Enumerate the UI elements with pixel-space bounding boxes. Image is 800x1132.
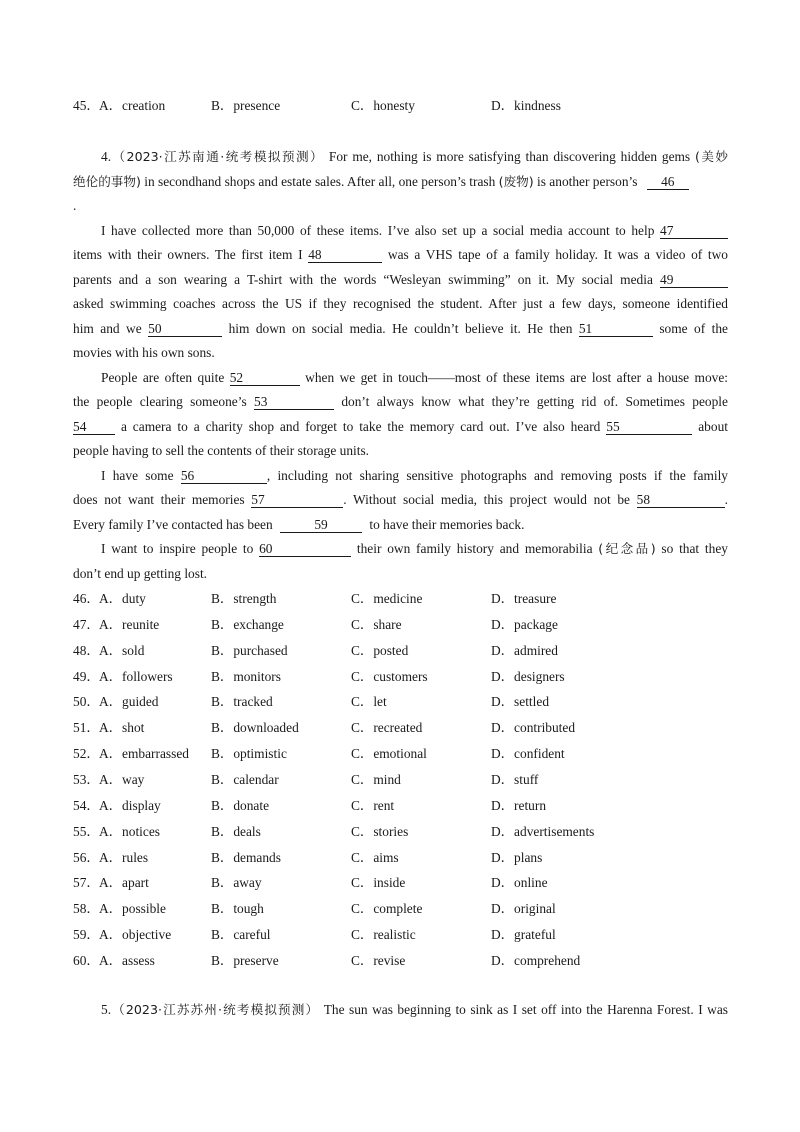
- option-b: B．deals: [211, 823, 261, 839]
- option-b: B．exchange: [211, 616, 284, 632]
- question-number: 49．: [73, 668, 100, 684]
- blank-47[interactable]: 47: [660, 224, 728, 239]
- option-d: D．package: [491, 616, 558, 632]
- blank-50[interactable]: 50: [148, 322, 222, 337]
- passage-number: 5.: [101, 1002, 112, 1017]
- option-a: A．duty: [99, 591, 146, 606]
- paragraph-2-line-3: parents and a son wearing a T-shirt with the words “Wesleyan swimming” on it. My social media 49: [73, 271, 728, 289]
- question-number: 51．: [73, 720, 100, 736]
- paragraph-2-line-1: I have collected more than 50,000 of these items. I’ve also set up a social media account to help 47: [101, 222, 728, 240]
- question-45-options: [73, 97, 713, 115]
- passage-source: （2023·江苏苏州·统考模拟预测）: [111, 1002, 320, 1017]
- paragraph-4-line-3: Every family I’ve contacted has been 59 to have their memories back.: [73, 517, 525, 532]
- option-a: A．creation: [99, 98, 166, 113]
- paragraph-3-line-1: People are often quite 52 when we get in touch——most of these items are lost after a house move:: [101, 370, 728, 385]
- option-d: D．original: [491, 901, 556, 917]
- option-c: C．mind: [351, 771, 401, 787]
- option-a: A．sold: [99, 642, 145, 658]
- option-b: B．donate: [211, 797, 270, 813]
- passage-source: （2023·江苏南通·统考模拟预测）: [111, 149, 325, 164]
- blank-59[interactable]: 59: [280, 518, 362, 533]
- option-b: B．away: [211, 875, 262, 891]
- question-number: 55．: [73, 823, 100, 839]
- paragraph-2-line-5: him and we 50 him down on social media. He couldn’t believe it. He then 51 some of the: [73, 321, 728, 336]
- passage-number: 4.: [101, 149, 112, 164]
- option-c: C．honesty: [351, 98, 415, 113]
- option-d: D．comprehend: [491, 952, 581, 968]
- option-a: A．embarrassed: [99, 746, 189, 762]
- question-number: 60．: [73, 952, 100, 968]
- option-b: B．downloaded: [211, 720, 299, 736]
- option-row: [73, 693, 713, 711]
- passage-5-line-1: 5.（2023·江苏苏州·统考模拟预测） The sun was beginning to sink as I set off into the Harenna Forest. I was: [101, 1002, 728, 1017]
- blank-49[interactable]: 49: [660, 273, 728, 288]
- blank-58[interactable]: 58: [637, 493, 725, 508]
- paragraph-3-line-3: 54 a camera to a charity shop and forget to take the memory card out. I’ve also heard 55 about: [73, 419, 728, 434]
- option-c: C．rent: [351, 797, 395, 813]
- option-d: D．admired: [491, 642, 558, 658]
- blank-54[interactable]: 54: [73, 420, 115, 435]
- option-b: B．presence: [211, 98, 281, 113]
- option-c: C．posted: [351, 642, 409, 658]
- paragraph-2-line-2: items with their owners. The first item I 48 was a VHS tape of a family holiday. It was a video of two: [73, 247, 728, 262]
- option-b: B．optimistic: [211, 746, 287, 762]
- option-row: [73, 926, 713, 944]
- option-a: A．apart: [99, 875, 149, 891]
- blank-55[interactable]: 55: [606, 420, 692, 435]
- option-b: B．careful: [211, 927, 271, 943]
- option-c: C．aims: [351, 849, 399, 865]
- option-b: B．tough: [211, 901, 264, 917]
- option-row: [73, 745, 713, 763]
- paragraph-4-line-1: I have some 56 , including not sharing sensitive photographs and removing posts if the family: [101, 468, 728, 483]
- option-row: [73, 616, 713, 634]
- question-number: 48．: [73, 642, 100, 658]
- blank-48[interactable]: 48: [308, 248, 382, 263]
- passage-4-line-1: 4.（2023·江苏南通·统考模拟预测） For me, nothing is more satisfying than discovering hidden gems (美妙: [101, 149, 728, 164]
- blank-53[interactable]: 53: [254, 395, 334, 410]
- option-d: D．designers: [491, 668, 565, 684]
- option-c: C．complete: [351, 901, 423, 917]
- option-row: [73, 719, 713, 737]
- option-c: C．realistic: [351, 927, 416, 943]
- option-row: [73, 874, 713, 892]
- option-d: D．kindness: [491, 98, 561, 113]
- blank-46[interactable]: 46: [647, 175, 689, 190]
- blank-60[interactable]: 60: [259, 542, 351, 557]
- option-c: C．stories: [351, 823, 409, 839]
- option-a: A．objective: [99, 927, 172, 943]
- paragraph-5-line-1: I want to inspire people to 60 their own family history and memorabilia (纪念品) so that they: [101, 541, 728, 556]
- option-b: B．demands: [211, 849, 281, 865]
- option-c: C．customers: [351, 668, 428, 684]
- option-c: C．share: [351, 616, 402, 632]
- option-d: D．stuff: [491, 771, 539, 787]
- option-row: [73, 952, 713, 970]
- option-row: [73, 590, 713, 608]
- option-a: A．notices: [99, 823, 160, 839]
- question-number: 59．: [73, 927, 100, 943]
- option-a: A．guided: [99, 694, 159, 710]
- option-a: A．possible: [99, 901, 166, 917]
- option-c: C．inside: [351, 875, 406, 891]
- paragraph-2-line-4: asked swimming coaches across the US if they recognised the student. After just a few days, someone identified: [73, 296, 728, 311]
- option-c: C．let: [351, 694, 387, 710]
- question-number: 53．: [73, 771, 100, 787]
- option-row: [73, 771, 713, 789]
- option-d: D．grateful: [491, 927, 556, 943]
- paragraph-4-line-2: does not want their memories 57 . Without social media, this project would not be 58 .: [73, 492, 728, 507]
- option-b: B．preserve: [211, 952, 279, 968]
- option-c: C．emotional: [351, 746, 427, 762]
- option-c: C．medicine: [351, 591, 423, 606]
- option-row: [73, 823, 713, 841]
- option-d: D．treasure: [491, 591, 557, 606]
- option-d: D．plans: [491, 849, 543, 865]
- question-number: 52．: [73, 746, 100, 762]
- blank-52[interactable]: 52: [230, 371, 300, 386]
- option-row: [73, 642, 713, 660]
- question-number: 54．: [73, 797, 100, 813]
- passage-4-line-3: .: [73, 198, 77, 213]
- option-b: B．monitors: [211, 668, 281, 684]
- option-row: [73, 797, 713, 815]
- question-number: 56．: [73, 849, 100, 865]
- paragraph-3-line-4: people having to sell the contents of their storage units.: [73, 443, 370, 458]
- passage-4-line-2: 绝伦的事物) in secondhand shops and estate sales. After all, one person’s trash (废物) is another person’s 46: [73, 173, 728, 191]
- option-row: [73, 849, 713, 867]
- option-d: D．return: [491, 797, 547, 813]
- question-number: 47．: [73, 616, 100, 632]
- option-a: A．shot: [99, 720, 145, 736]
- paragraph-2-line-6: movies with his own sons.: [73, 345, 215, 360]
- paragraph-3-line-2: the people clearing someone’s 53 don’t always know what they’re getting rid of. Sometimes people: [73, 394, 728, 409]
- option-d: D．online: [491, 875, 548, 891]
- blank-57[interactable]: 57: [251, 493, 343, 508]
- option-b: B．calendar: [211, 771, 279, 787]
- question-number: 58．: [73, 901, 100, 917]
- blank-51[interactable]: 51: [579, 322, 653, 337]
- question-number: 46．: [73, 591, 100, 606]
- option-a: A．reunite: [99, 616, 160, 632]
- option-row: [73, 900, 713, 918]
- option-b: B．strength: [211, 591, 277, 606]
- option-c: C．revise: [351, 952, 406, 968]
- option-d: D．settled: [491, 694, 550, 710]
- option-a: A．way: [99, 771, 145, 787]
- option-a: A．rules: [99, 849, 149, 865]
- option-b: B．tracked: [211, 694, 273, 710]
- paragraph-5-line-2: don’t end up getting lost.: [73, 566, 208, 581]
- option-c: C．recreated: [351, 720, 423, 736]
- question-number: 50．: [73, 694, 100, 710]
- option-a: A．followers: [99, 668, 173, 684]
- option-b: B．purchased: [211, 642, 288, 658]
- option-a: A．display: [99, 797, 161, 813]
- option-d: D．confident: [491, 746, 565, 762]
- option-d: D．advertisements: [491, 823, 595, 839]
- option-row: [73, 668, 713, 686]
- option-d: D．contributed: [491, 720, 576, 736]
- question-number: 45．: [73, 98, 100, 113]
- question-number: 57．: [73, 875, 100, 891]
- option-a: A．assess: [99, 952, 155, 968]
- blank-56[interactable]: 56: [181, 469, 267, 484]
